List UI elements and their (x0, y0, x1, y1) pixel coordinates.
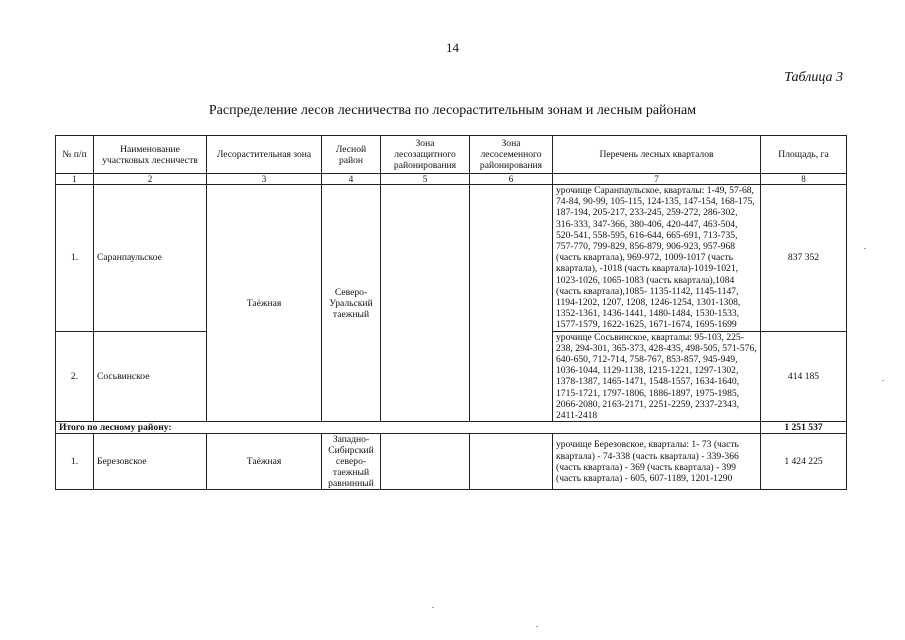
column-header: Лесорастительная зона (207, 136, 322, 174)
column-number: 8 (761, 174, 847, 185)
scan-speck (864, 248, 866, 249)
forestry-name: Березовское (94, 434, 207, 490)
column-number: 5 (381, 174, 470, 185)
seed-zone (470, 185, 553, 422)
quarters-list: урочище Сосьвинское, кварталы: 95-103, 225-238, 294-301, 365-373, 428-435, 498-505, 571-576, 640-650, 712-714, 758-767, 853-857, 945-949, 1036-1044, 1129-1138, 1215-1221, 1297-1302, 1378-1387, 1465-1471, 1548-1557, 1634-1640, 1715-1721, 1797-1806, 1886-1897, 1975-1985, 2066-2080, 2163-2171, 2251-2259, 2337-2343, 2411-2418 (553, 331, 761, 422)
column-header: Перечень лесных кварталов (553, 136, 761, 174)
total-area: 1 251 537 (761, 422, 847, 434)
seed-zone (470, 434, 553, 490)
quarters-list: урочище Саранпаульское, кварталы: 1-49, 57-68, 74-84, 90-99, 105-115, 124-135, 147-154, 168-175, 187-194, 205-217, 233-245, 259-272, 286-302, 316-333, 347-366, 380-406, 420-447, 463-504, 520-541, 558-595, 616-644, 665-691, 713-735, 757-770, 799-829, 856-879, 906-923, 957-968 (часть квартала), 969-972, 1009-1017 (часть квартала), -1018 (часть квартала)-1019-1021, 1023-1026, 1065-1083 (часть квартала),1084 (часть квартала),1085- 1135-1142, 1145-1147, 1194-1202, 1207, 1208, 1246-1254, 1301-1308, 1352-1361, 1436-1441, 1480-1484, 1530-1533, 1577-1579, 1622-1625, 1671-1674, 1695-1699 (553, 185, 761, 332)
column-number: 2 (94, 174, 207, 185)
document-title: Распределение лесов лесничества по лесорастительным зонам и лесным районам (208, 103, 697, 118)
row-index: 1. (56, 434, 94, 490)
table-caption: Таблица 3 (784, 70, 843, 85)
column-header: № п/п (56, 136, 94, 174)
forest-region: Северо-Уральский таежный (322, 185, 381, 422)
forest-zone: Таёжная (207, 185, 322, 422)
forest-distribution-table (55, 135, 847, 490)
table-row (56, 185, 847, 332)
column-header: Наименование участковых лесничеств (94, 136, 207, 174)
forest-region: Западно-Сибирский северо-таежный равнинный (322, 434, 381, 490)
forestry-name: Сосьвинское (94, 331, 207, 422)
column-header: Зона лесозащитного районирования (381, 136, 470, 174)
area-value: 837 352 (761, 185, 847, 332)
header-row (56, 136, 847, 174)
table-row (56, 434, 847, 490)
column-header: Лесной район (322, 136, 381, 174)
forest-zone: Таёжная (207, 434, 322, 490)
total-label: Итого по лесному району: (56, 422, 761, 434)
column-header: Зона лесосеменного районирования (470, 136, 553, 174)
protection-zone (381, 434, 470, 490)
row-index: 2. (56, 331, 94, 422)
total-row (56, 422, 847, 434)
area-value: 1 424 225 (761, 434, 847, 490)
protection-zone (381, 185, 470, 422)
column-number: 1 (56, 174, 94, 185)
page-number: 14 (446, 40, 459, 55)
area-value: 414 185 (761, 331, 847, 422)
column-number-row (56, 174, 847, 185)
column-header: Площадь, га (761, 136, 847, 174)
quarters-list: урочище Березовское, кварталы: 1- 73 (часть квартала) - 74-338 (часть квартала) - 339-366 (часть квартала) - 369 (часть квартала) - 399 (часть квартала) - 605, 607-1189, 1201-1290 (553, 434, 761, 490)
column-number: 6 (470, 174, 553, 185)
column-number: 3 (207, 174, 322, 185)
column-number: 4 (322, 174, 381, 185)
scan-speck (432, 607, 434, 608)
row-index: 1. (56, 185, 94, 332)
column-number: 7 (553, 174, 761, 185)
scan-speck (882, 380, 884, 381)
scan-speck (536, 626, 538, 627)
forestry-name: Саранпаульское (94, 185, 207, 332)
